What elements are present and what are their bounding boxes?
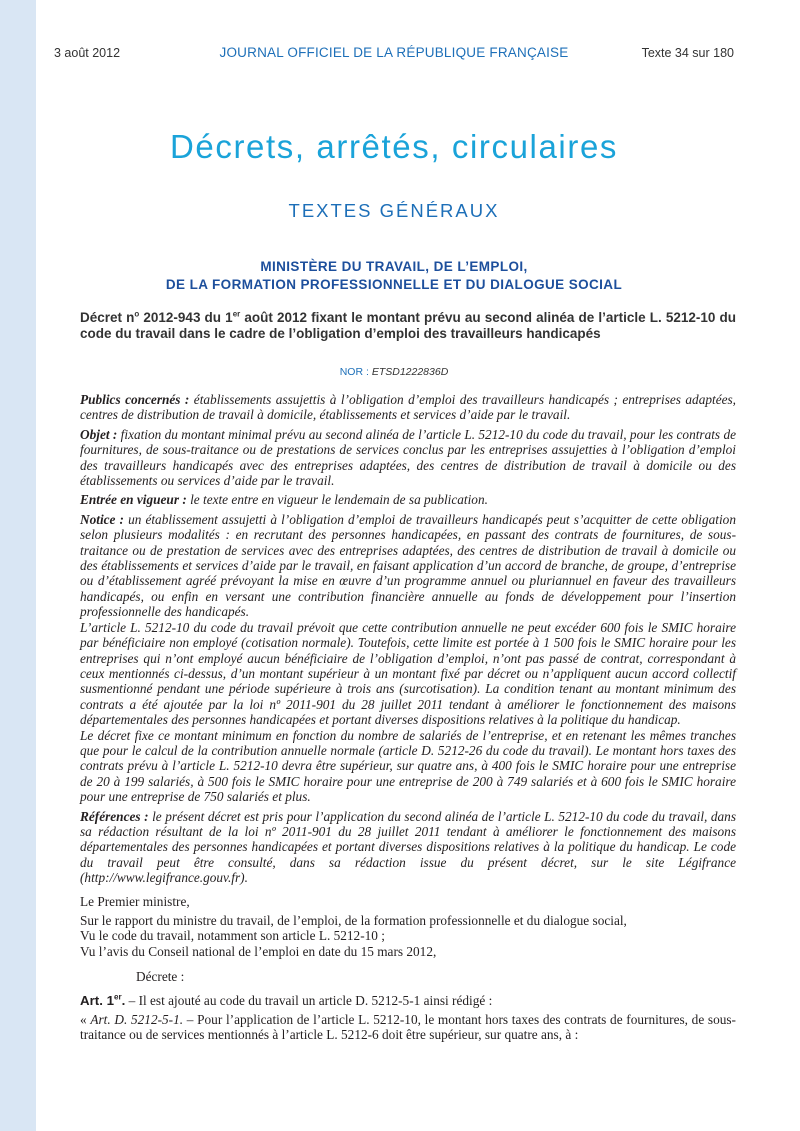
article-1-label <box>80 993 125 1008</box>
decree-title-superscript: er <box>232 309 241 319</box>
rapport-line: Sur le rapport du ministre du travail, de l’emploi, de la formation professionnelle et du dialogue social, <box>80 913 627 928</box>
paragraph-lead: Publics concernés : <box>80 392 190 407</box>
references-paragraph <box>80 809 736 886</box>
paragraph-lead: Références : <box>80 808 149 824</box>
page-header <box>54 46 734 64</box>
objet-paragraph <box>80 427 736 489</box>
header-date: 3 août 2012 <box>54 46 121 60</box>
premier-ministre-line: Le Premier ministre, <box>80 893 190 909</box>
ministry-line-2: DE LA FORMATION PROFESSIONNELLE ET DU DIALOGUE SOCIAL <box>165 277 623 292</box>
top-margin-band <box>36 0 800 40</box>
paragraph-text: le texte entre en vigueur le lendemain de sa publication. <box>186 492 488 508</box>
vu-code-line: Vu le code du travail, notamment son article L. 5212-10 ; <box>80 928 385 944</box>
decree-title <box>80 310 736 341</box>
notice-paragraph-2: L’article L. 5212-10 du code du travail prévoit que cette contribution annuelle ne peut excéder 600 fois le SMIC horaire par bénéficiaire non employé (cotisation normale). Toutefois, cette limite est portée à 1 500 fois le SMIC horaire pour les entreprises qui n’ont employé aucun bénéficiaire de l’obligation d’emploi, n’ont pas passé de contrat, correspondant à ceux mentionnés ci-dessus, d’un montant supérieur à un montant fixé par décret ou n’appliquent aucun accord collectif susmentionné pendant une période supérieure à trois ans (surcotisation). La condition tenant au montant minimum des contrats a été ajoutée par la loi nº 2011-901 du 28 juillet 2011 tendant à améliorer le fonctionnement des maisons départementales des personnes handicapées et portant diverses dispositions relatives à la politique du handicap. <box>80 619 736 728</box>
header-text-number: Texte 34 sur 180 <box>641 46 734 60</box>
document-body <box>80 392 736 1043</box>
article-label-superscript: er <box>114 992 122 1002</box>
paragraph-lead: Objet : <box>80 426 118 442</box>
quote-open: « <box>80 1012 91 1028</box>
decree-title-superscript: o <box>134 309 140 319</box>
vu-avis-line: Vu l’avis du Conseil national de l’emploi en date du 15 mars 2012, <box>80 943 437 959</box>
entree-paragraph <box>80 492 736 507</box>
paragraph-text: établissements assujettis à l’obligation d’emploi des travailleurs handicapés ; entreprises adaptées, centres de distribution de travail à domicile, établissements et services d’aide par le travail. <box>80 392 736 423</box>
article-1-text: – Il est ajouté au code du travail un article D. 5212-5-1 ainsi rédigé : <box>125 992 493 1008</box>
decree-title-part: Décret n <box>80 310 135 325</box>
nor-reference <box>54 366 734 378</box>
paragraph-lead: Notice : <box>80 511 124 527</box>
ministry-line-1: MINISTÈRE DU TRAVAIL, DE L’EMPLOI, <box>260 259 528 274</box>
notice-paragraph <box>80 512 736 620</box>
subsection-title: TEXTES GÉNÉRAUX <box>288 200 500 221</box>
paragraph-text: un établissement assujetti à l’obligation d’emploi de travailleurs handicapés peut s’acquitter de cette obligation selon plusieurs modalités : en recrutant des personnes handicapées, en passant des contrats de fournitures, de sous-traitance ou de prestation de services avec des entreprises adaptées, des centres de distribution de travail à domicile ou des établissements et services d’aide par le travail, en faisant application d’un accord de branche, de groupe, d’entreprise ou d’établissement agréé prévoyant la mise en œuvre d’un programme annuel ou pluriannuel en faveur des travailleurs handicapés, ou enfin en versant une contribution financière annuelle au fonds de développement pour l’insertion professionnelle des handicapés. <box>80 511 736 620</box>
decree-summary <box>80 392 736 886</box>
nor-code: ETSD1222836D <box>371 366 449 378</box>
decree-title-part: 2012-943 du 1 <box>139 310 233 325</box>
section-title: Décrets, arrêtés, circulaires <box>169 128 618 165</box>
header-journal-title: JOURNAL OFFICIEL DE LA RÉPUBLIQUE FRANÇAISE <box>219 45 569 60</box>
article-label-part: Art. 1 <box>80 992 114 1008</box>
article-d-label: Art. D. 5212-5-1. <box>90 1012 184 1028</box>
paragraph-text: fixation du montant minimal prévu au second alinéa de l’article L. 5212-10 du code du travail, pour les contrats de fournitures, de sous-traitance ou de prestations de services conclus par les entreprises assujetties à l’obligation d’emploi des travailleurs handicapés avec des entreprises adaptées, des centres de distribution de travail à domicile ou des établissements ou services d’aide par le travail. <box>80 426 737 489</box>
decree-title-part: août 2012 fixant le montant prévu au second alinéa de l’article L. 5212-10 du code du travail dans le cadre de l’obligation d’emploi des travailleurs handicapés <box>80 310 736 341</box>
publics-paragraph <box>80 392 736 423</box>
left-margin-band <box>0 0 36 1131</box>
paragraph-text: le présent décret est pris pour l’application du second alinéa de l’article L. 5212-10 du code du travail, dans sa rédaction résultant de la loi nº 2011-901 du 28 juillet 2011 tendant à améliorer le fonctionnement des maisons départementales des personnes handicapées et portant diverses dispositions relatives à la politique du handicap. Le code du travail peut être consulté, dans sa rédaction issue du présent décret, sur le site Légifrance (http://www.legifrance.gouv.fr). <box>80 808 737 886</box>
article-label-part: . <box>121 992 126 1008</box>
article-1 <box>80 993 736 1008</box>
paragraph-lead: Entrée en vigueur : <box>80 492 187 508</box>
decree-formal-text <box>80 894 736 1043</box>
nor-label: NOR : <box>339 366 369 378</box>
ministry-heading <box>54 258 734 294</box>
article-d-text: – Pour l’application de l’article L. 5212-10, le montant hors taxes des contrats de fournitures, de sous-traitance ou de services mentionnés à l’article L. 5212-6 doit être supérieur, sur quatre ans, à : <box>80 1012 736 1043</box>
notice-paragraph-3: Le décret fixe ce montant minimum en fonction du nombre de salariés de l’entreprise, et en retenant les mêmes tranches que pour le calcul de la contribution annuelle normale (article D. 5212-26 du code du travail). Le montant hors taxes des contrats prévu à l’article L. 5212-10 devra être supérieur, sur quatre ans, à 400 fois le SMIC horaire pour une entreprise de 20 à 199 salariés, à 500 fois le SMIC horaire pour une entreprise de 200 à 749 salariés et à 600 fois le SMIC horaire pour une entreprise de 750 salariés et plus. <box>80 727 736 805</box>
article-d-5212-5-1 <box>80 1012 736 1043</box>
decrete-line: Décrete : <box>136 969 185 985</box>
